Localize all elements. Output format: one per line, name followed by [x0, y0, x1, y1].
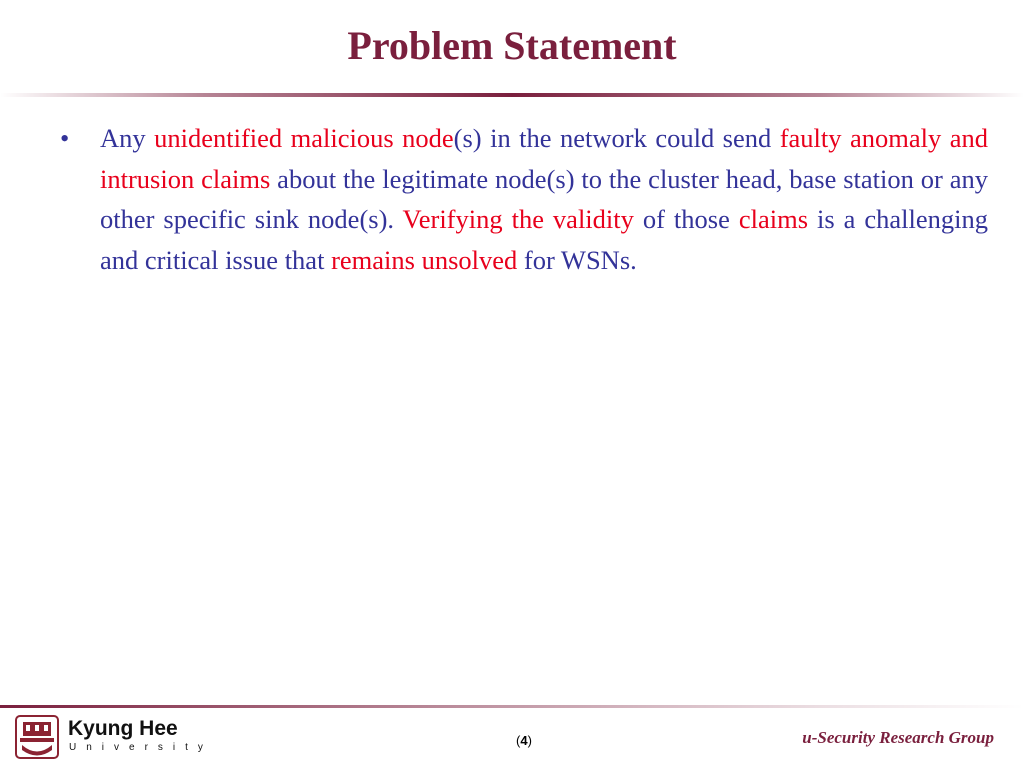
bullet-text-2: (s) in the network could send — [453, 123, 780, 153]
bullet-item — [58, 118, 988, 280]
bullet-text-3: about the legitimate node(s) to the cluster head, base station or any other specific sink node(s). — [100, 163, 988, 234]
slide-title: Problem Statement — [347, 23, 677, 68]
bullet-text-4: of those — [633, 204, 739, 234]
page-number-open: ( — [516, 733, 521, 748]
highlight-remains-unsolved: remains unsolved — [331, 244, 518, 275]
research-group-name: u-Security Research Group — [802, 728, 994, 747]
highlight-faulty-claims: faulty anomaly and intrusion claims — [100, 123, 988, 194]
highlight-verifying-validity: Verifying the validity — [402, 204, 634, 234]
page-number-value: 4 — [520, 733, 528, 748]
bullet-marker: • — [60, 123, 70, 153]
title-divider — [0, 93, 1024, 97]
footer-divider — [0, 705, 1024, 708]
slide-content — [58, 118, 988, 280]
page-number-close: ) — [527, 733, 532, 748]
bullet-text-5: is a challenging and critical issue that — [100, 204, 989, 275]
bullet-text-1: Any — [100, 123, 155, 153]
university-logo — [14, 714, 213, 760]
logo-subtitle: University — [69, 742, 213, 753]
page-number — [496, 733, 552, 748]
bullet-text-6: for WSNs. — [517, 244, 637, 275]
university-seal-icon — [14, 714, 60, 760]
highlight-claims: claims — [738, 204, 809, 234]
logo-name: Kyung Hee — [68, 717, 178, 740]
highlight-malicious-node: unidentified malicious node — [154, 123, 454, 153]
